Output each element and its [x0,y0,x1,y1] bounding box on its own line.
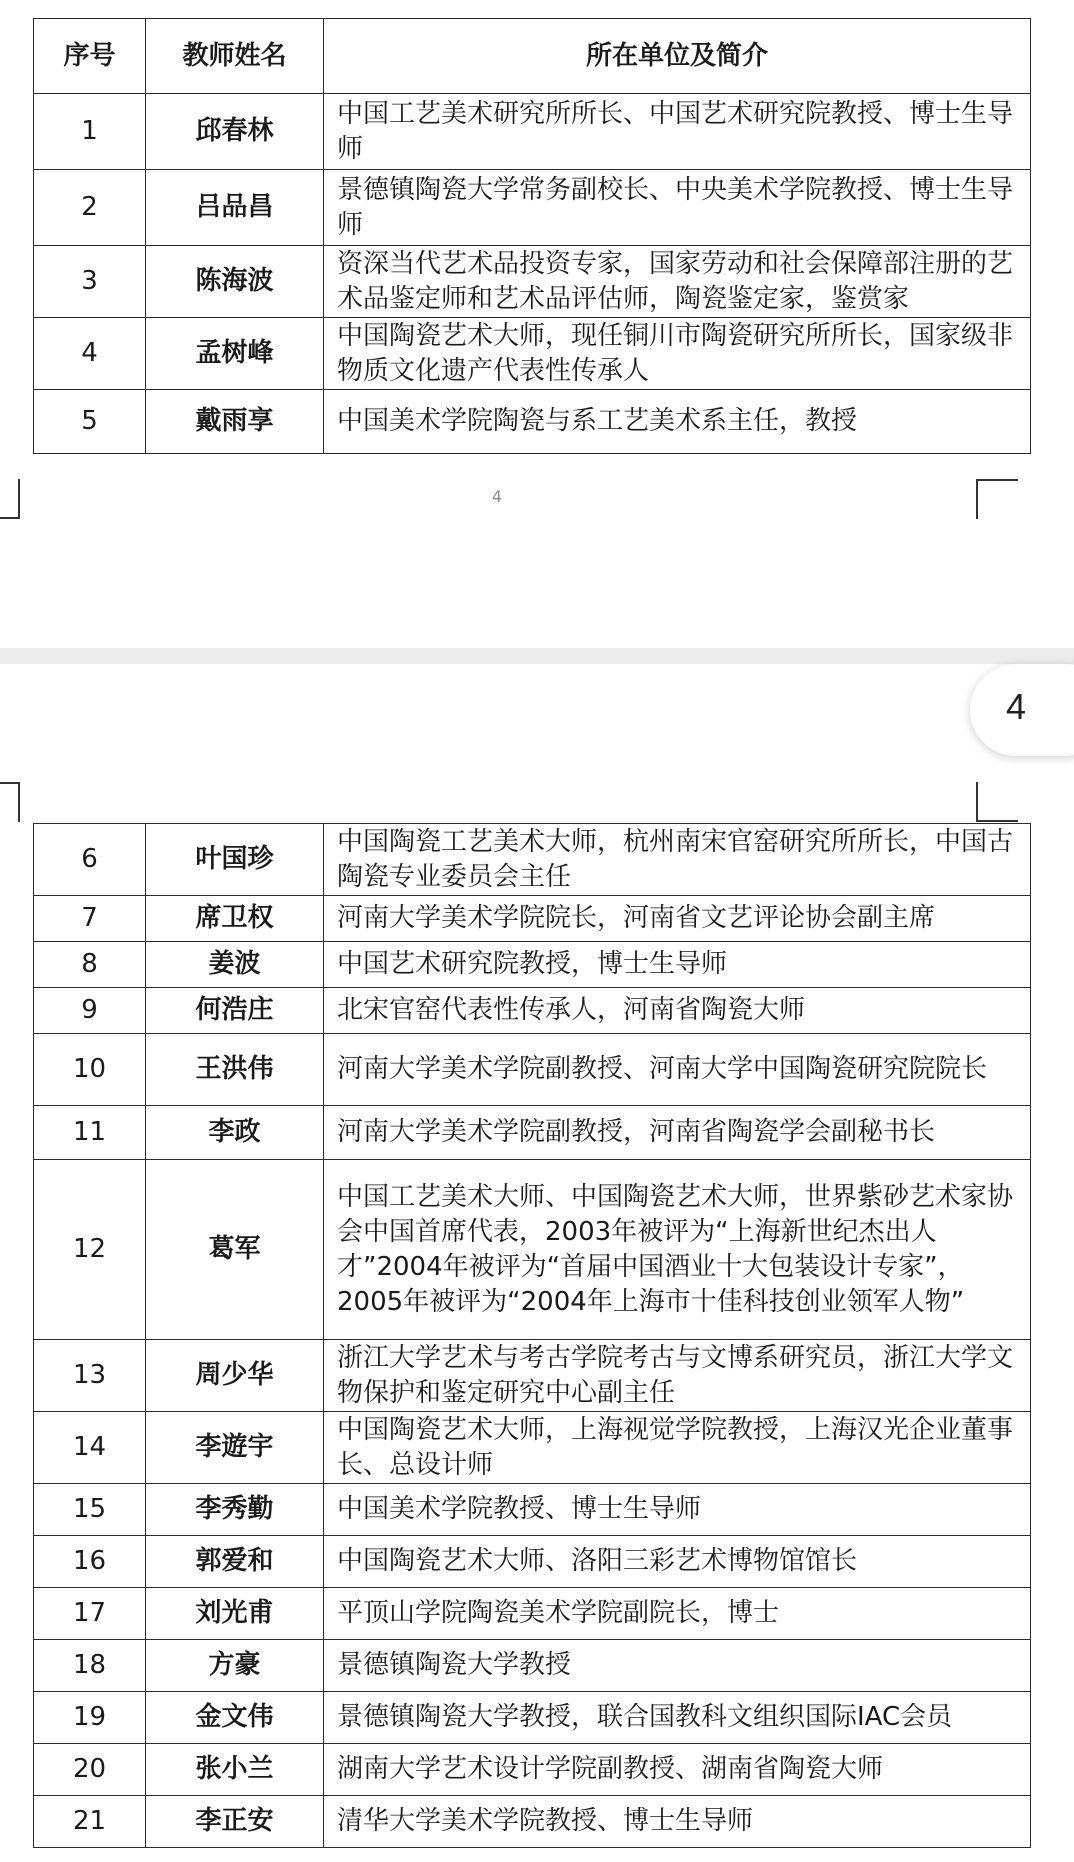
page-indicator-number: 4 [1006,686,1027,727]
row-teacher-name: 李遊宇 [146,1412,324,1484]
row-affiliation: 中国工艺美术大师、中国陶瓷艺术大师，世界紫砂艺术家协会中国首席代表，2003年被评为“上海新世纪杰出人才”2004年被评为“首届中国酒业十大包装设计专家”，2005年被评为“2004年上海市十佳科技创业领军人物” [324,1160,1031,1340]
row-teacher-name: 金文伟 [146,1692,324,1744]
row-affiliation: 中国陶瓷艺术大师、洛阳三彩艺术博物馆馆长 [324,1536,1031,1588]
row-teacher-name: 葛军 [146,1160,324,1340]
row-teacher-name: 席卫权 [146,896,324,942]
teacher-table-part2 [33,823,1031,1848]
row-affiliation: 中国陶瓷艺术大师，现任铜川市陶瓷研究所所长，国家级非物质文化遗产代表性传承人 [324,318,1031,390]
row-serial-number: 14 [34,1412,146,1484]
row-affiliation: 河南大学美术学院副教授，河南省陶瓷学会副秘书长 [324,1106,1031,1160]
row-affiliation: 浙江大学艺术与考古学院考古与文博系研究员，浙江大学文物保护和鉴定研究中心副主任 [324,1340,1031,1412]
table-header-row [34,19,1031,94]
row-teacher-name: 戴雨享 [146,390,324,454]
row-serial-number: 12 [34,1160,146,1340]
table-row [34,824,1031,896]
row-serial-number: 18 [34,1640,146,1692]
crop-mark-bottom-left [0,782,20,822]
table-row [34,1744,1031,1796]
row-affiliation: 景德镇陶瓷大学教授 [324,1640,1031,1692]
row-serial-number: 19 [34,1692,146,1744]
page-separator [0,648,1074,664]
table-row [34,988,1031,1034]
row-affiliation: 资深当代艺术品投资专家，国家劳动和社会保障部注册的艺术品鉴定师和艺术品评估师，陶瓷鉴定家，鉴赏家 [324,246,1031,318]
row-affiliation: 河南大学美术学院院长，河南省文艺评论协会副主席 [324,896,1031,942]
row-teacher-name: 刘光甫 [146,1588,324,1640]
row-affiliation: 中国艺术研究院教授，博士生导师 [324,942,1031,988]
row-serial-number: 1 [34,94,146,170]
header-affiliation-intro: 所在单位及简介 [324,19,1031,94]
row-serial-number: 4 [34,318,146,390]
row-serial-number: 9 [34,988,146,1034]
table-row [34,1640,1031,1692]
row-teacher-name: 王洪伟 [146,1034,324,1106]
row-serial-number: 6 [34,824,146,896]
row-teacher-name: 邱春林 [146,94,324,170]
row-serial-number: 11 [34,1106,146,1160]
row-affiliation: 平顶山学院陶瓷美术学院副院长，博士 [324,1588,1031,1640]
row-serial-number: 5 [34,390,146,454]
row-serial-number: 16 [34,1536,146,1588]
table-row [34,1034,1031,1106]
row-affiliation: 北宋官窑代表性传承人，河南省陶瓷大师 [324,988,1031,1034]
row-serial-number: 8 [34,942,146,988]
table-row [34,318,1031,390]
row-teacher-name: 周少华 [146,1340,324,1412]
table-row [34,1106,1031,1160]
table-row [34,1160,1031,1340]
row-affiliation: 中国陶瓷工艺美术大师，杭州南宋官窑研究所所长，中国古陶瓷专业委员会主任 [324,824,1031,896]
crop-mark-top-left [0,479,20,519]
page-indicator-badge[interactable] [970,664,1074,756]
row-serial-number: 15 [34,1484,146,1536]
row-teacher-name: 陈海波 [146,246,324,318]
page-number-footer: 4 [491,487,503,506]
table-row [34,1588,1031,1640]
row-teacher-name: 姜波 [146,942,324,988]
table-row [34,1536,1031,1588]
row-teacher-name: 何浩庄 [146,988,324,1034]
table-row [34,390,1031,454]
row-affiliation: 河南大学美术学院副教授、河南大学中国陶瓷研究院院长 [324,1034,1031,1106]
row-teacher-name: 叶国珍 [146,824,324,896]
header-serial-number: 序号 [34,19,146,94]
header-teacher-name: 教师姓名 [146,19,324,94]
table-row [34,1340,1031,1412]
row-serial-number: 20 [34,1744,146,1796]
row-teacher-name: 李政 [146,1106,324,1160]
row-serial-number: 2 [34,170,146,246]
table-row [34,170,1031,246]
row-teacher-name: 李秀勤 [146,1484,324,1536]
table-row [34,94,1031,170]
table-row [34,1484,1031,1536]
row-affiliation: 中国工艺美术研究所所长、中国艺术研究院教授、博士生导师 [324,94,1031,170]
row-affiliation: 景德镇陶瓷大学教授，联合国教科文组织国际IAC会员 [324,1692,1031,1744]
row-serial-number: 13 [34,1340,146,1412]
teacher-table-part1 [33,18,1031,454]
document-page-upper [0,0,1074,648]
table-row [34,896,1031,942]
table-row [34,1412,1031,1484]
table-row [34,942,1031,988]
row-serial-number: 17 [34,1588,146,1640]
crop-mark-bottom-right [976,782,1018,822]
row-affiliation: 清华大学美术学院教授、博士生导师 [324,1796,1031,1848]
row-affiliation: 景德镇陶瓷大学常务副校长、中央美术学院教授、博士生导师 [324,170,1031,246]
table-row [34,1692,1031,1744]
row-affiliation: 中国美术学院陶瓷与系工艺美术系主任，教授 [324,390,1031,454]
row-teacher-name: 孟树峰 [146,318,324,390]
row-teacher-name: 李正安 [146,1796,324,1848]
row-serial-number: 10 [34,1034,146,1106]
row-teacher-name: 方豪 [146,1640,324,1692]
table-row [34,246,1031,318]
table-row [34,1796,1031,1848]
row-teacher-name: 郭爱和 [146,1536,324,1588]
row-serial-number: 21 [34,1796,146,1848]
row-serial-number: 7 [34,896,146,942]
row-teacher-name: 吕品昌 [146,170,324,246]
row-serial-number: 3 [34,246,146,318]
row-affiliation: 湖南大学艺术设计学院副教授、湖南省陶瓷大师 [324,1744,1031,1796]
row-affiliation: 中国陶瓷艺术大师，上海视觉学院教授，上海汉光企业董事长、总设计师 [324,1412,1031,1484]
row-teacher-name: 张小兰 [146,1744,324,1796]
row-affiliation: 中国美术学院教授、博士生导师 [324,1484,1031,1536]
crop-mark-top-right [976,479,1018,519]
